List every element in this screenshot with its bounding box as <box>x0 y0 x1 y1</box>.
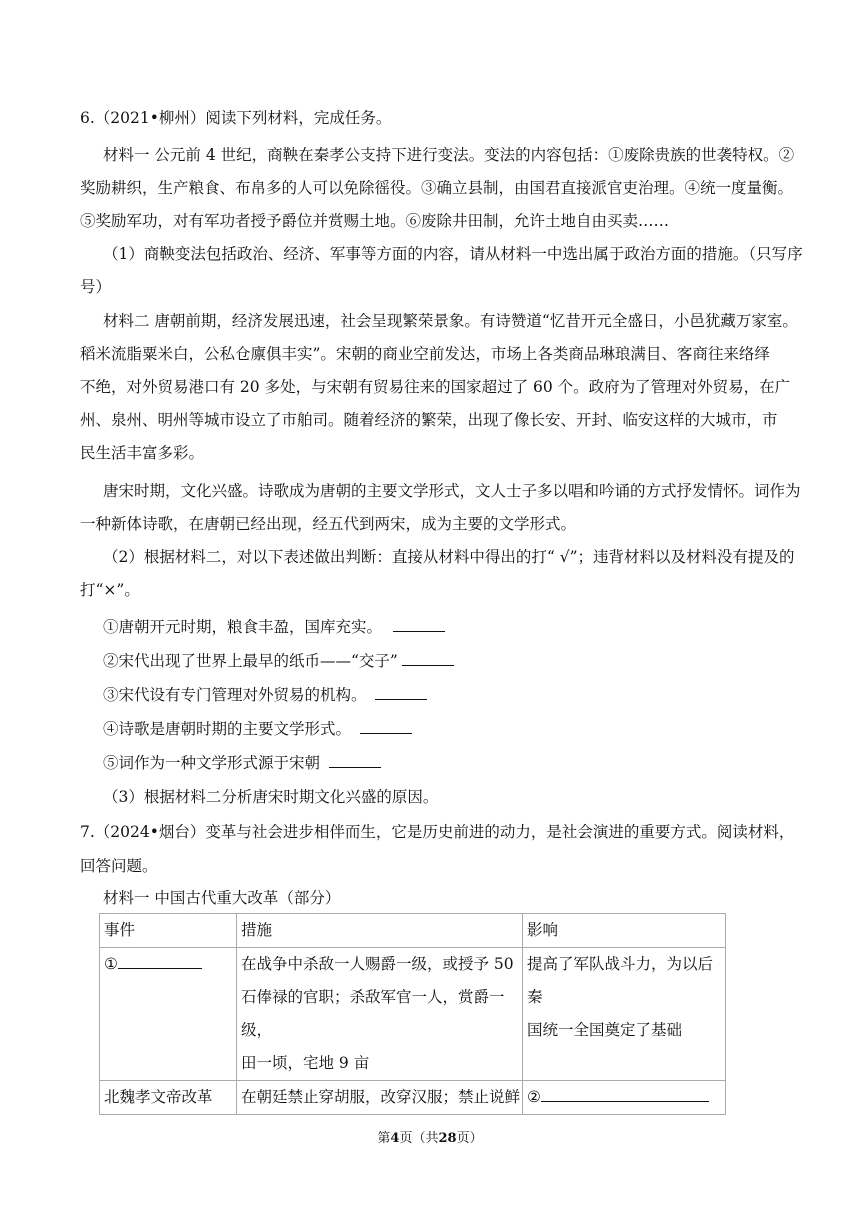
table-cell-effect: ② <box>523 1081 726 1115</box>
q6-sub1-line: （1）商鞅变法包括政治、经济、军事等方面的内容，请从材料一中选出属于政治方面的措施。（只写序 <box>103 245 803 263</box>
q6-judge-item <box>103 753 381 773</box>
table-cell-measures: 在朝廷禁止穿胡服，改穿汉服；禁止说鲜 <box>237 1081 523 1115</box>
q7-heading-line: 7.（2024•烟台）变革与社会进步相伴而生，它是历史前进的动力，是社会演进的重要方式。阅读材料， <box>80 823 795 841</box>
judge-statement: ②宋代出现了世界上最早的纸币——“交子” <box>103 652 398 670</box>
answer-blank[interactable] <box>329 753 381 768</box>
q7-table-title: 材料一 中国古代重大改革（部分） <box>103 889 341 907</box>
q6-material2-line: 不绝，对外贸易港口有 20 多处，与宋朝有贸易往来的国家超过了 60 个。政府为了管理对外贸易，在广 <box>80 378 791 396</box>
q6-material1-line: 材料一 公元前 4 世纪，商鞅在秦孝公支持下进行变法。变法的内容包括：①废除贵族的世袭特权。② <box>103 146 795 164</box>
q6-material1-line: ⑤奖励军功，对有军功者授予爵位并赏赐土地。⑥废除井田制，允许土地自由买卖…… <box>80 212 670 230</box>
q6-material1-line: 奖励耕织，生产粮食、布帛多的人可以免除徭役。③确立县制，由国君直接派官吏治理。④统一度量衡。 <box>80 179 794 197</box>
answer-blank[interactable] <box>360 719 412 734</box>
page-total: 28 <box>438 1131 457 1146</box>
q6-judge-item <box>103 651 454 671</box>
q6-material2-line: 一种新体诗歌，在唐朝已经出现，经五代到两宋，成为主要的文学形式。 <box>80 515 577 533</box>
q7-heading-line: 回答问题。 <box>80 857 158 875</box>
answer-blank[interactable] <box>375 685 427 700</box>
q6-material2-line: 材料二 唐朝前期，经济发展迅速，社会呈现繁荣景象。有诗赞道“忆昔开元全盛日，小邑犹藏万家室。 <box>103 312 798 330</box>
judge-statement: ⑤词作为一种文学形式源于宋朝 <box>103 754 325 772</box>
table-row <box>100 1081 726 1115</box>
table-header-cell: 事件 <box>100 914 237 948</box>
table-cell-event: 北魏孝文帝改革 <box>100 1081 237 1115</box>
reform-table <box>99 913 726 1115</box>
table-header-row <box>100 914 726 948</box>
q6-sub2-line: 打“×”。 <box>80 581 140 599</box>
q6-material2-line: 民生活丰富多彩。 <box>80 444 205 462</box>
table-cell-event: ① <box>100 948 237 1081</box>
q6-material2-line: 稻米流脂粟米白，公私仓廪俱丰实”。宋朝的商业空前发达，市场上各类商品琳琅满目、客商往来络绎 <box>80 345 770 363</box>
answer-blank[interactable] <box>118 954 202 969</box>
q6-judge-item <box>103 685 427 705</box>
table-header-cell: 影响 <box>523 914 726 948</box>
table-cell-measures: 在战争中杀敌一人赐爵一级，或授予 50 石俸禄的官职；杀敌军官一人，赏爵一级， 田一顷，宅地 9 亩 <box>237 948 523 1081</box>
q6-material2-line: 州、泉州、明州等城市设立了市舶司。随着经济的繁荣，出现了像长安、开封、临安这样的大城市，市 <box>80 411 778 429</box>
q6-sub1-line: 号） <box>80 278 112 296</box>
answer-blank[interactable] <box>402 651 454 666</box>
q6-material2-line: 唐宋时期，文化兴盛。诗歌成为唐朝的主要文学形式，文人士子多以唱和吟诵的方式抒发情怀。词作为 <box>103 482 801 500</box>
page-footer: 第4页（共28页） <box>377 1131 483 1146</box>
q6-sub3: （3）根据材料二分析唐宋时期文化兴盛的原因。 <box>103 788 439 806</box>
page-number: 4 <box>390 1131 400 1146</box>
table-row <box>100 948 726 1081</box>
answer-blank[interactable] <box>541 1087 709 1102</box>
q6-heading: 6.（2021•柳州）阅读下列材料，完成任务。 <box>80 109 392 127</box>
q6-judge-item <box>103 719 412 739</box>
answer-blank[interactable] <box>393 617 445 632</box>
table-header-cell: 措施 <box>237 914 523 948</box>
judge-statement: ①唐朝开元时期，粮食丰盈，国库充实。 <box>103 618 387 636</box>
q6-judge-item <box>103 617 445 637</box>
q6-sub2-line: （2）根据材料二，对以下表述做出判断：直接从材料中得出的打“ √”；违背材料以及材料没有提及的 <box>103 548 795 566</box>
judge-statement: ④诗歌是唐朝时期的主要文学形式。 <box>103 720 356 738</box>
table-cell-effect: 提高了军队战斗力，为以后秦 国统一全国奠定了基础 <box>523 948 726 1081</box>
judge-statement: ③宋代设有专门管理对外贸易的机构。 <box>103 686 372 704</box>
